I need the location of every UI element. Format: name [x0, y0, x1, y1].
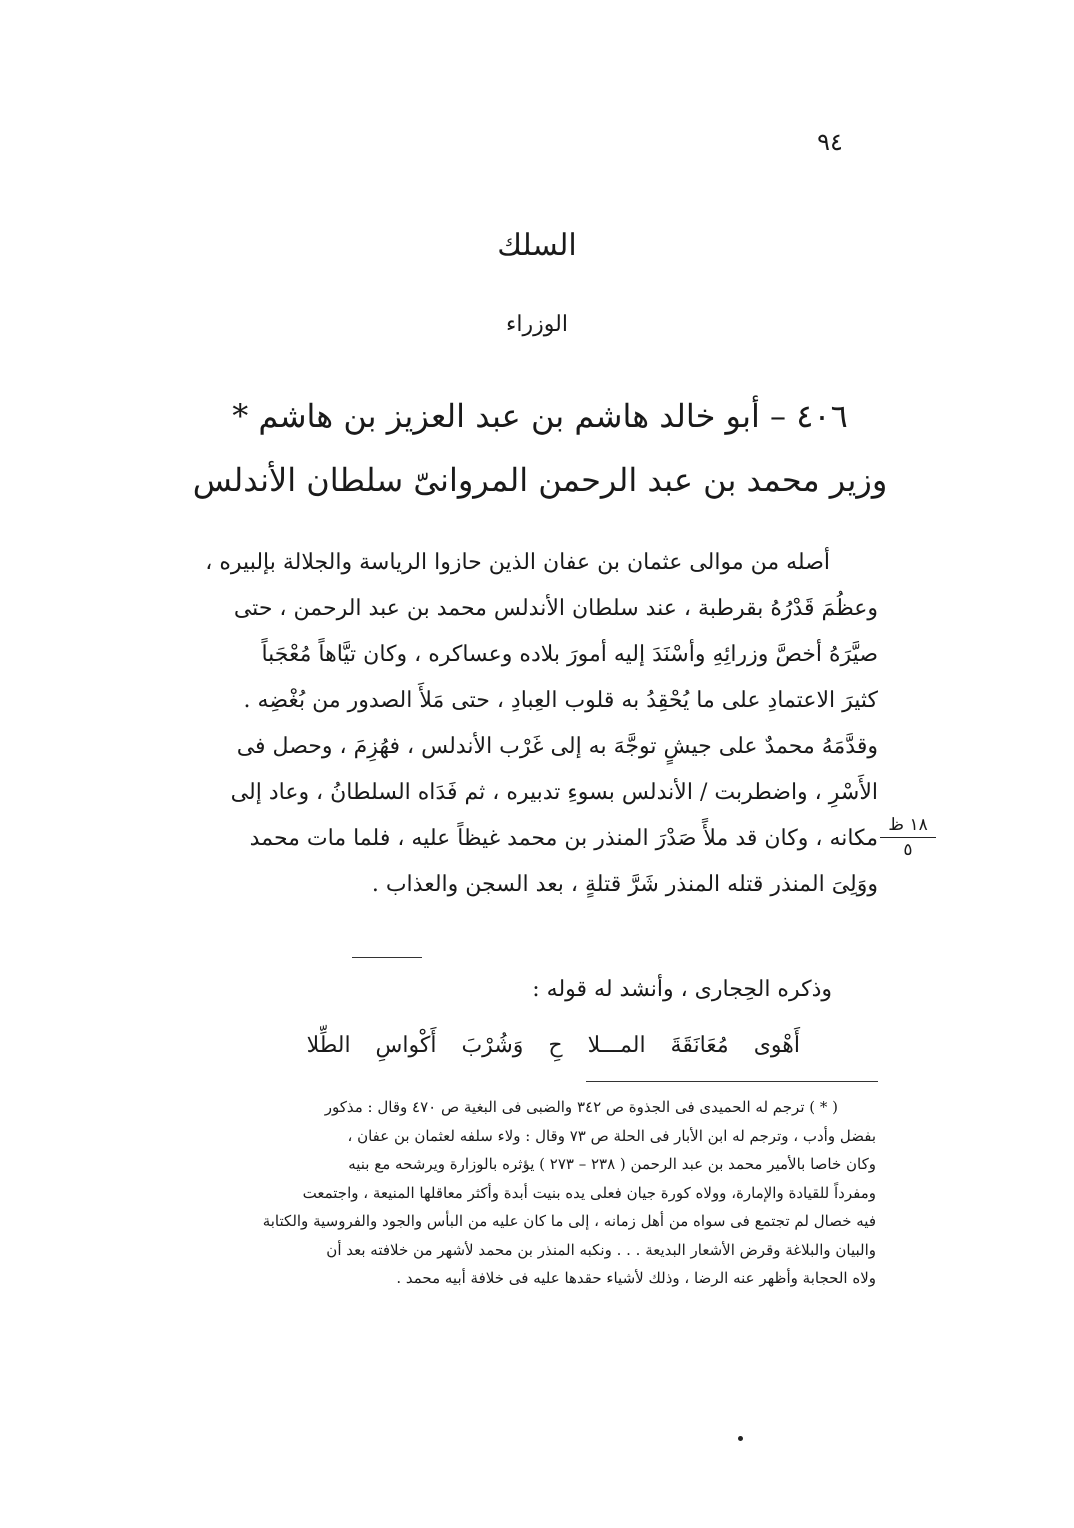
footnote-line: فيه خصال لم تجتمع فى سواه من أهل زمانه ، إلى ما كان عليه من البأس والجود والفروسية والكتابة [262, 1212, 876, 1230]
body-text [182, 540, 878, 908]
entry-heading-line-1: ٤٠٦ – أبو خالد هاشم بن عبد العزيز بن هاشم * [232, 397, 848, 435]
margin-note [880, 815, 936, 860]
margin-note-folio: ١٨ ظ [880, 815, 936, 838]
verse-line: أَهْوى مُعَانَقَةَ المـــلا حِ وَشُرْبَ أَكْواسِ الطِّلا [306, 1033, 800, 1058]
footnote-line: ومفرداً للقيادة والإمارة، وولاه كورة جيان فعلى يده بنيت أبدة وأكثر معاقلها المنيعة ، واجتمعت [302, 1183, 876, 1202]
verse-intro: وذكره الحِجارى ، وأنشد له قوله : [532, 977, 832, 1002]
page-number: ٩٤ [817, 128, 843, 156]
body-line: وقدَّمَهُ محمدٌ على جيشٍ توجَّهَ به إلى غَرْب الأندلس ، فهُزِمَ ، وحصل فى [236, 734, 878, 759]
running-title: السلك [497, 228, 577, 263]
entry-heading-line-2: وزير محمد بن عبد الرحمن المروانىّ سلطان الأندلس [192, 461, 888, 499]
body-line: كثيرَ الاعتمادِ على ما يُحْقِدُ به قلوب العِبادِ ، حتى مَلأَ الصدور من بُغْضِه . [243, 688, 878, 713]
footnote-line: بفضل وأدب ، وترجم له ابن الأبار فى الحلة ص ٧٣ وقال : ولاء سلفه لعثمان بن عفان ، [347, 1126, 876, 1145]
footnote-line: وكان خاصا بالأمير محمد بن عبد الرحمن ( ٢٣٨ – ٢٧٣ ) يؤثره بالوزارة ويرشحه مع بنيه [348, 1155, 876, 1173]
body-line: صيَّرَهُ أخصَّ وزرائِهِ وأسْنَدَ إليه أمورَ بلاده وعساكره ، وكان تيَّاهاً مُعْجَباً [261, 642, 878, 667]
body-line: الأَسْرِ ، واضطربت / الأندلس بسوءِ تدبيره ، ثم فَدَاه السلطانُ ، وعاد إلى [230, 780, 878, 805]
footnote-line: ولاه الحجابة وأظهر عنه الرضا ، وذلك لأشياء حقدها عليه فى خلافة أبيه محمد . [396, 1269, 876, 1287]
entry-heading [180, 384, 900, 512]
body-line: ووَلِىَ المنذر قتله المنذر شَرَّ قتلةٍ ، بعد السجن والعذاب . [371, 872, 878, 897]
paragraph-end-rule [352, 957, 422, 958]
body-line: أصله من موالى عثمان بن عفان الذين حازوا الرياسة والجلالة بإلبيره ، [205, 550, 830, 575]
footnote-line: والبيان والبلاغة وقرض الأشعار البديعة . . . ونكبه المنذر بن محمد لأشهر من خلافته بعد أن [326, 1240, 876, 1259]
body-line: مكانه ، وكان قد ملأً صَدْرَ المنذر بن محمد غيظاً عليه ، فلما مات محمد [249, 826, 878, 851]
margin-note-number: ٥ [903, 840, 913, 860]
body-line: وعظُمَ قَدْرُهُ بقرطبة ، عند سلطان الأندلس محمد بن عبد الرحمن ، حتى [233, 596, 878, 621]
footnote-divider [586, 1081, 878, 1082]
section-title: الوزراء [506, 312, 568, 337]
ink-dot [738, 1436, 743, 1441]
footnotes [186, 1093, 876, 1293]
footnote-line: ( * ) ترجم له الحميدى فى الجذوة ص ٣٤٢ والضبى فى البغية ص ٤٧٠ وقال : مذكور [324, 1098, 838, 1116]
